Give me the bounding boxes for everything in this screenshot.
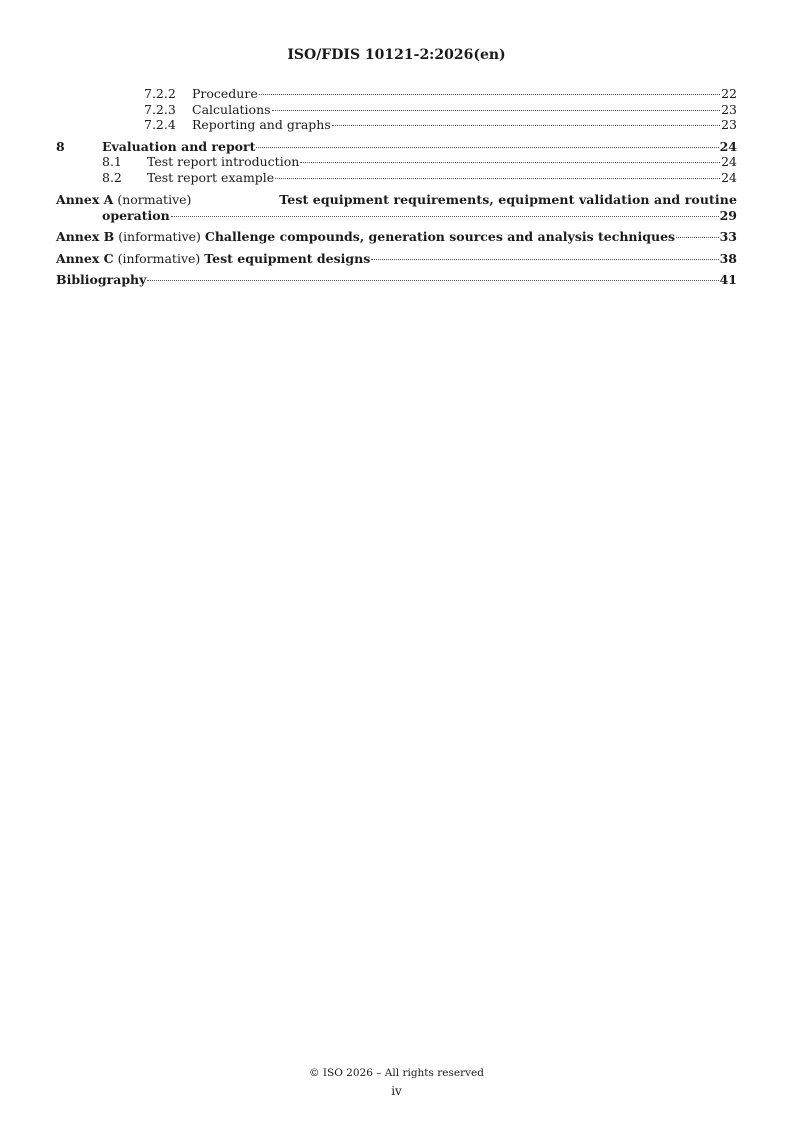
toc-entry-number: 7.2.4 xyxy=(144,117,176,132)
annex-type: (informative) xyxy=(117,250,201,266)
toc-entry-page: 29 xyxy=(719,207,737,223)
annex-a-heading-line xyxy=(56,192,737,208)
toc-entry-7-2-2[interactable] xyxy=(56,86,737,102)
toc-entry-annex-c[interactable] xyxy=(56,251,737,267)
toc-entry-title: Procedure xyxy=(192,86,258,101)
dot-leader xyxy=(171,216,719,217)
toc-entry-bibliography[interactable] xyxy=(56,272,737,288)
dot-leader xyxy=(300,162,720,163)
toc-entry-page: 23 xyxy=(721,101,737,117)
annex-a-prefix xyxy=(56,192,191,208)
annex-a-title-line2 xyxy=(56,208,737,224)
annex-type: (informative) xyxy=(118,229,201,244)
annex-title-line1: Test equipment requirements, equipment validation and routine xyxy=(279,192,737,207)
annex-title: Test equipment designs xyxy=(204,250,371,266)
toc-entry-number: 8.2 xyxy=(102,169,122,185)
toc-entry-number: 8 xyxy=(56,138,65,154)
toc-entry-title: Test report example xyxy=(147,169,275,185)
dot-leader xyxy=(676,237,719,238)
annex-label: Annex A xyxy=(56,192,114,207)
dot-leader xyxy=(332,125,720,126)
toc-entry-page: 23 xyxy=(721,117,737,132)
toc-entry-title: Test report introduction xyxy=(147,154,300,169)
annex-title: Challenge compounds, generation sources and analysis techniques xyxy=(204,229,676,244)
toc-entry-8-1[interactable] xyxy=(56,154,737,170)
toc-entry-title: Reporting and graphs xyxy=(192,117,331,132)
toc-entry-page: 38 xyxy=(719,250,737,266)
toc-entry-annex-b[interactable] xyxy=(56,229,737,245)
toc-entry-number: 7.2.2 xyxy=(144,86,176,101)
copyright-notice: © ISO 2026 – All rights reserved xyxy=(309,1067,484,1079)
annex-label: Annex C xyxy=(56,250,114,266)
document-header: ISO/FDIS 10121-2:2026(en) xyxy=(287,47,506,63)
dot-leader xyxy=(272,110,721,111)
dot-leader xyxy=(371,259,718,260)
toc-entry-title: Bibliography xyxy=(56,272,147,287)
toc-entry-number: 7.2.3 xyxy=(144,101,176,117)
toc-entry-page: 24 xyxy=(719,138,737,154)
annex-title-line2: operation xyxy=(102,207,170,223)
page-number: iv xyxy=(391,1084,402,1098)
toc-entry-7-2-3[interactable] xyxy=(56,102,737,118)
toc-entry-page: 33 xyxy=(719,229,737,244)
toc-entry-7-2-4[interactable] xyxy=(56,117,737,133)
toc-entry-annex-a[interactable] xyxy=(56,192,737,223)
toc-entry-title: Evaluation and report xyxy=(102,138,256,154)
dot-leader xyxy=(275,178,720,179)
toc-entry-page: 41 xyxy=(719,272,737,287)
dot-leader xyxy=(256,147,718,148)
annex-type: (normative) xyxy=(117,192,192,207)
toc-entry-number: 8.1 xyxy=(102,154,122,169)
toc-entry-page: 24 xyxy=(721,154,737,169)
table-of-contents xyxy=(56,86,737,288)
toc-entry-page: 24 xyxy=(721,169,737,185)
annex-label: Annex B xyxy=(56,229,115,244)
toc-entry-8-2[interactable] xyxy=(56,170,737,186)
toc-entry-clause-8[interactable] xyxy=(56,139,737,155)
dot-leader xyxy=(147,280,718,281)
toc-entry-page: 22 xyxy=(721,86,737,101)
toc-entry-title: Calculations xyxy=(192,101,271,117)
dot-leader xyxy=(259,94,720,95)
